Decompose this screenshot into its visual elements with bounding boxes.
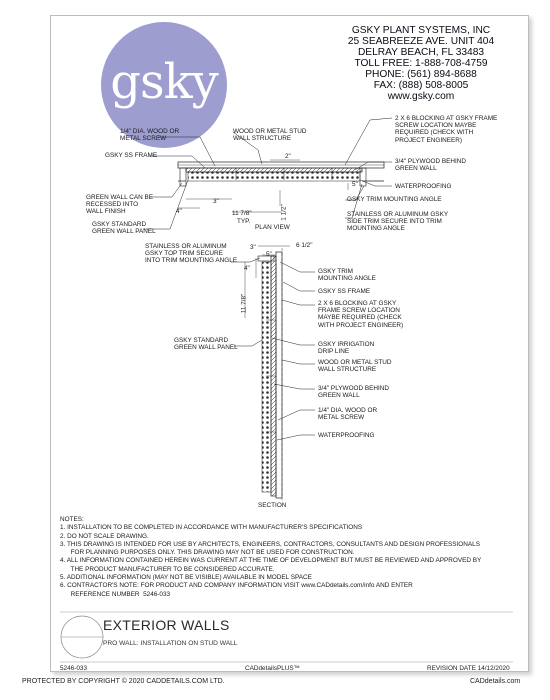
label-stud-structure-plan: WOOD OR METAL STUD WALL STRUCTURE — [233, 128, 307, 143]
dim-6-1-2-section: 6 1/2" — [296, 242, 313, 249]
label-recessed: GREEN WALL CAN BE RECESSED INTO WALL FINISH — [86, 194, 153, 216]
dim-5-section: 5" — [266, 251, 272, 258]
company-fax: FAX: (888) 508-8005 — [373, 80, 469, 91]
company-website[interactable]: www.gsky.com — [387, 91, 455, 102]
label-stud-structure-section: WOOD OR METAL STUD WALL STRUCTURE — [318, 359, 392, 374]
label-ss-frame-section: GSKY SS FRAME — [318, 288, 371, 295]
caddetails-brand: CADdetailsPLUS™ — [245, 665, 301, 672]
note-4-cont: THE PRODUCT MANUFACTURER TO BE CONSIDERED ACCURATE. — [60, 565, 275, 573]
revision-date: REVISION DATE 14/12/2020 — [427, 665, 510, 672]
label-trim-angle-plan: GSKY TRIM MOUNTING ANGLE — [347, 196, 442, 203]
note-3-cont: FOR PLANNING PURPOSES ONLY. THIS DRAWING MAY NOT BE USED FOR CONSTRUCTION. — [60, 549, 355, 557]
dim-5-plan: 5" — [352, 181, 358, 188]
label-top-trim: STAINLESS OR ALUMINUM GSKY TOP TRIM SECURE INTO TRIM MOUNTING ANGLE — [145, 243, 238, 265]
logo-text: gsky — [110, 54, 218, 110]
dim-11-section: 11 7/8" — [240, 293, 248, 314]
note-5: 5. ADDITIONAL INFORMATION (MAY NOT BE VISIBLE) AVAILABLE IN MODEL SPACE — [60, 574, 312, 582]
note-6[interactable]: 6. CONTRACTOR'S NOTE: FOR PRODUCT AND COMPANY INFORMATION VISIT www.CADdetails.com/info AND ENTER — [60, 582, 413, 590]
label-standard-panel-section: GSKY STANDARD GREEN WALL PANEL — [174, 337, 238, 352]
label-waterproofing-plan: WATERPROOFING — [395, 183, 452, 190]
notes-heading: NOTES: — [60, 516, 84, 523]
company-address-1: 25 SEABREEZE AVE. UNIT 404 — [347, 36, 495, 47]
dim-4-plan: 4" — [176, 208, 182, 215]
label-irrigation: GSKY IRRIGATION DRIP LINE — [318, 341, 375, 356]
drawing-title: EXTERIOR WALLS — [103, 617, 230, 633]
note-3: 3. THIS DRAWING IS INTENDED FOR USE BY ARCHITECTS, ENGINEERS, CONTRACTORS, CONSULTANTS AND DESIGN PROFESSIONALS — [60, 540, 480, 548]
dim-typ-plan: TYP. — [237, 218, 251, 225]
dim-11-plan: 11 7/8" — [232, 210, 252, 217]
stud-structure-section — [276, 252, 282, 498]
copyright-notice: PROTECTED BY COPYRIGHT © 2020 CADDETAILS.COM LTD. — [22, 678, 225, 685]
label-blocking-section: 2 X 6 BLOCKING AT GSKY FRAME SCREW LOCATION MAYBE REQUIRED (CHECK WITH PROJECT ENGINEER) — [318, 300, 404, 329]
label-ss-frame-plan: GSKY SS FRAME — [105, 152, 158, 159]
note-1: 1. INSTALLATION TO BE COMPLETED IN ACCORDANCE WITH MANUFACTURER'S SPECIFICATIONS — [60, 524, 363, 532]
dim-3-section: 3" — [250, 244, 256, 251]
dim-3-plan: 3" — [213, 198, 219, 205]
label-plywood-section: 3/4" PLYWOOD BEHIND GREEN WALL — [318, 385, 390, 400]
plan-view-title: PLAN VIEW — [255, 224, 290, 231]
label-side-trim: STAINLESS OR ALUMINUM GSKY SIDE TRIM SECURE INTO TRIM MOUNTING ANGLE — [347, 211, 449, 233]
label-wood-screw-plan: 1/4" DIA. WOOD OR METAL SCREW — [120, 128, 180, 143]
green-wall-panel-plan — [188, 172, 360, 181]
company-tollfree: TOLL FREE: 1-888-708-4759 — [354, 58, 488, 69]
side-trim-left — [180, 168, 186, 186]
dim-1-1-2-plan: 1 1/2" — [280, 204, 288, 221]
label-trim-angle-section: GSKY TRIM MOUNTING ANGLE — [318, 268, 376, 283]
label-blocking-plan: 2 X 6 BLOCKING AT GSKY FRAME SCREW LOCATION MAYBE REQUIRED (CHECK WITH PROJECT ENGINEER) — [395, 115, 498, 144]
green-wall-panel-section — [262, 262, 271, 492]
caddetails-link[interactable]: CADdetails.com — [470, 678, 521, 685]
notes-block — [60, 516, 481, 599]
company-address-2: DELRAY BEACH, FL 33483 — [357, 47, 485, 58]
plywood-plan — [186, 168, 362, 172]
dim-2-plan: 2" — [285, 153, 291, 160]
company-name: GSKY PLANT SYSTEMS, INC — [351, 25, 491, 36]
section-detail — [231, 246, 315, 500]
label-waterproofing-section: WATERPROOFING — [318, 432, 375, 439]
note-6-cont: REFERENCE NUMBER 5246-033 — [60, 590, 171, 598]
label-wood-screw-section: 1/4" DIA. WOOD OR METAL SCREW — [318, 407, 378, 422]
label-standard-panel-plan: GSKY STANDARD GREEN WALL PANEL — [92, 221, 156, 236]
drawing-subtitle: PRO WALL: INSTALLATION ON STUD WALL — [103, 640, 238, 647]
reference-number: 5246-033 — [60, 665, 88, 672]
note-4: 4. ALL INFORMATION CONTAINED HEREIN WAS CURRENT AT THE TIME OF DEVELOPMENT BUT MUST BE REVIEWED AND APPROVED BY — [60, 557, 482, 565]
company-phone: PHONE: (561) 894-8688 — [365, 69, 477, 80]
label-plywood-plan: 3/4" PLYWOOD BEHIND GREEN WALL — [395, 158, 467, 173]
dim-4-section: 4" — [244, 265, 250, 272]
note-2: 2. DO NOT SCALE DRAWING. — [60, 532, 149, 540]
section-title: SECTION — [258, 502, 287, 509]
